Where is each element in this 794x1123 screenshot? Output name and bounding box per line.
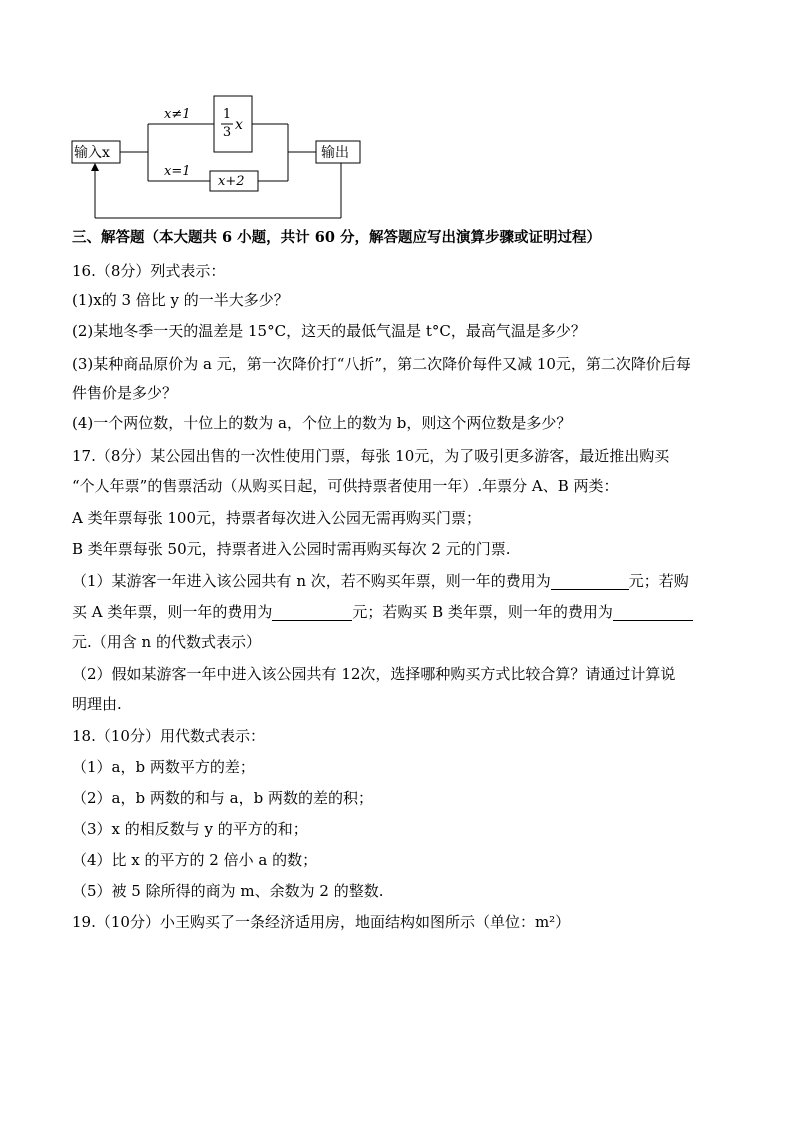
input-label: 输入x [74, 145, 110, 161]
q17-part-1-line-3: 元.（用含 n 的代数式表示） [72, 633, 261, 651]
q19-header: 19.（10分）小王购买了一条经济适用房，地面结构如图所示（单位：m²） [72, 913, 571, 931]
q17-line-1: 17.（8分）某公园出售的一次性使用门票，每张 10元，为了吸引更多游客，最近推出购买 [72, 447, 670, 465]
answer-blank-2[interactable] [272, 606, 352, 621]
q18-header: 18.（10分）用代数式表示： [72, 727, 265, 745]
q17-part-1-line-2 [72, 603, 693, 621]
answer-blank-1[interactable] [551, 575, 629, 590]
q17-type-a: A 类年票每张 100元，持票者每次进入公园无需再购买门票； [72, 509, 482, 527]
condition-equals-one: x=1 [164, 164, 191, 179]
output-label: 输出 [321, 145, 349, 161]
q17-line-2: “个人年票”的售票活动（从购买日起，可供持票者使用一年）.年票分 A、B 两类： [72, 477, 619, 495]
flowchart-diagram [60, 88, 380, 228]
q18-part-1: （1）a，b 两数平方的差； [72, 758, 255, 776]
q16-header: 16.（8分）列式表示： [72, 262, 226, 280]
q16-part-3-line-1: (3)某种商品原价为 a 元，第一次降价打“八折”，第二次降价每件又减 10元，第二次降价后每 [72, 355, 691, 373]
fraction-variable: x [235, 117, 243, 133]
bottom-box-label: x+2 [218, 174, 245, 189]
fraction-numerator: 1 [222, 107, 232, 122]
condition-not-one: x≠1 [164, 107, 191, 122]
q17-part-1-text-b: 元；若购 [628, 572, 689, 590]
q17-part-1-text-a: （1）某游客一年进入该公园共有 n 次，若不购买年票，则一年的费用为 [72, 572, 551, 590]
answer-blank-3[interactable] [613, 606, 693, 621]
q16-part-2: (2)某地冬季一天的温差是 15°C，这天的最低气温是 t°C，最高气温是多少？ [72, 322, 586, 340]
q17-part-1-text-d: 元；若购买 B 类年票，则一年的费用为 [352, 603, 613, 621]
q16-part-1: (1)x的 3 倍比 y 的一半大多少？ [72, 291, 289, 309]
fraction-denominator: 3 [222, 125, 232, 140]
q18-part-2: （2）a，b 两数的和与 a，b 两数的差的积； [72, 789, 373, 807]
q17-part-1-line-1 [72, 572, 689, 590]
q17-part-1-text-c: 买 A 类年票，则一年的费用为 [72, 603, 273, 621]
q17-part-2-line-2: 明理由. [72, 695, 122, 713]
q16-part-3-line-2: 件售价是多少？ [72, 384, 178, 402]
q18-part-3: （3）x 的相反数与 y 的平方的和； [72, 820, 308, 838]
q16-part-4: (4)一个两位数，十位上的数为 a，个位上的数为 b，则这个两位数是多少？ [72, 414, 572, 432]
q17-part-2-line-1: （2）假如某游客一年中进入该公园共有 12次，选择哪种购买方式比较合算？请通过计算说 [72, 665, 676, 683]
feedback-arrow-icon [91, 163, 99, 171]
q18-part-4: （4）比 x 的平方的 2 倍小 a 的数； [72, 851, 318, 869]
q18-part-5: （5）被 5 除所得的商为 m、余数为 2 的整数. [72, 882, 384, 900]
q17-type-b: B 类年票每张 50元，持票者进入公园时需再购买每次 2 元的门票. [72, 540, 511, 558]
section-title: 三、解答题（本大题共 6 小题，共计 60 分，解答题应写出演算步骤或证明过程） [72, 229, 601, 246]
